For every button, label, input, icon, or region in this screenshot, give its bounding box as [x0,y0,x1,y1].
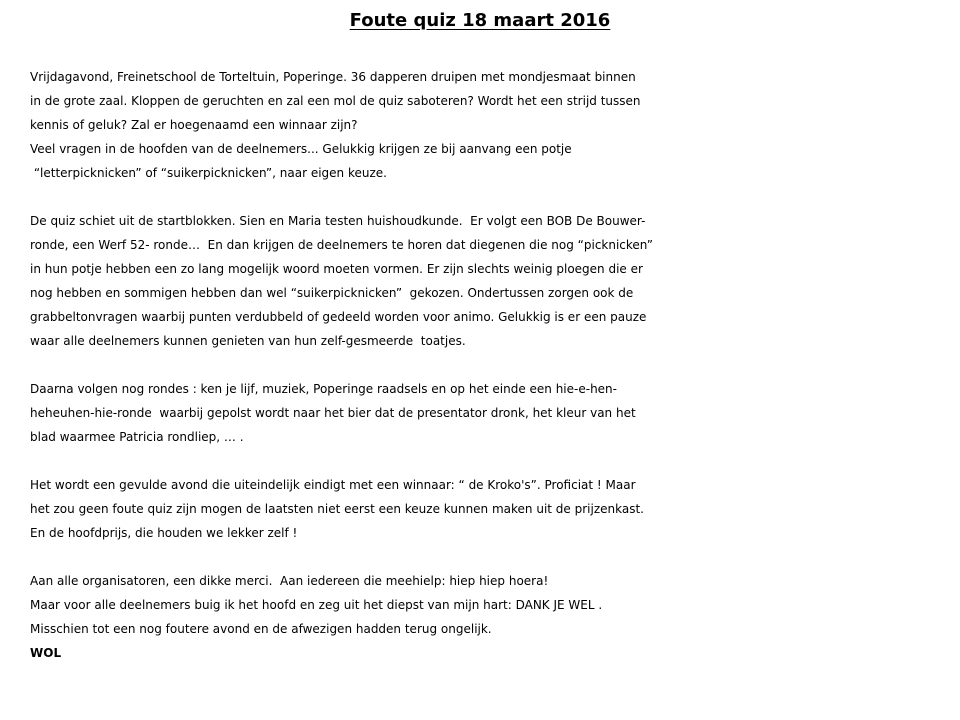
paragraph-spacer [30,545,950,569]
text-line: Vrijdagavond, Freinetschool de Torteltuin, Poperinge. 36 dapperen druipen met mondjesmaat binnen [30,70,636,84]
paragraph-spacer [30,185,950,209]
text-line: kennis of geluk? Zal er hoegenaamd een winnaar zijn? [30,118,358,132]
text-line: blad waarmee Patricia rondliep, … . [30,430,244,444]
document-body [30,65,950,665]
text-line: “letterpicknicken” of “suikerpicknicken”, naar eigen keuze. [30,166,387,180]
text-line: Daarna volgen nog rondes : ken je lijf, muziek, Poperinge raadsels en op het einde een hie-e-hen- [30,382,617,396]
paragraph-spacer [30,353,950,377]
text-line: Aan alle organisatoren, een dikke merci. Aan iedereen die meehielp: hiep hiep hoera! [30,574,549,588]
text-line: Het wordt een gevulde avond die uiteindelijk eindigt met een winnaar: “ de Kroko's”. Proficiat ! Maar [30,478,636,492]
text-line: Veel vragen in de hoofden van de deelnemers... Gelukkig krijgen ze bij aanvang een potje [30,142,572,156]
text-line: Misschien tot een nog foutere avond en de afwezigen hadden terug ongelijk. [30,622,492,636]
text-line: Maar voor alle deelnemers buig ik het hoofd en zeg uit het diepst van mijn hart: DANK JE WEL . [30,598,603,612]
text-line: in de grote zaal. Kloppen de geruchten en zal een mol de quiz saboteren? Wordt het een strijd tussen [30,94,641,108]
text-line: ronde, een Werf 52- ronde… En dan krijgen de deelnemers te horen dat diegenen die nog “picknicken” [30,238,653,252]
text-line: heheuhen-hie-ronde waarbij gepolst wordt naar het bier dat de presentator dronk, het kleur van het [30,406,636,420]
text-line: waar alle deelnemers kunnen genieten van hun zelf-gesmeerde toatjes. [30,334,466,348]
text-line: het zou geen foute quiz zijn mogen de laatsten niet eerst een keuze kunnen maken uit de prijzenkast. [30,502,644,516]
text-line: in hun potje hebben een zo lang mogelijk woord moeten vormen. Er zijn slechts weinig ploegen die er [30,262,643,276]
text-line: grabbeltonvragen waarbij punten verdubbeld of gedeeld worden voor animo. Gelukkig is er een pauze [30,310,647,324]
document-title: Foute quiz 18 maart 2016 [349,10,611,31]
signature: WOL [30,646,62,660]
text-line: nog hebben en sommigen hebben dan wel “suikerpicknicken” gekozen. Ondertussen zorgen ook de [30,286,634,300]
text-line: En de hoofdprijs, die houden we lekker zelf ! [30,526,298,540]
text-line: De quiz schiet uit de startblokken. Sien en Maria testen huishoudkunde. Er volgt een BOB De Bouwer- [30,214,646,228]
paragraph-spacer [30,449,950,473]
